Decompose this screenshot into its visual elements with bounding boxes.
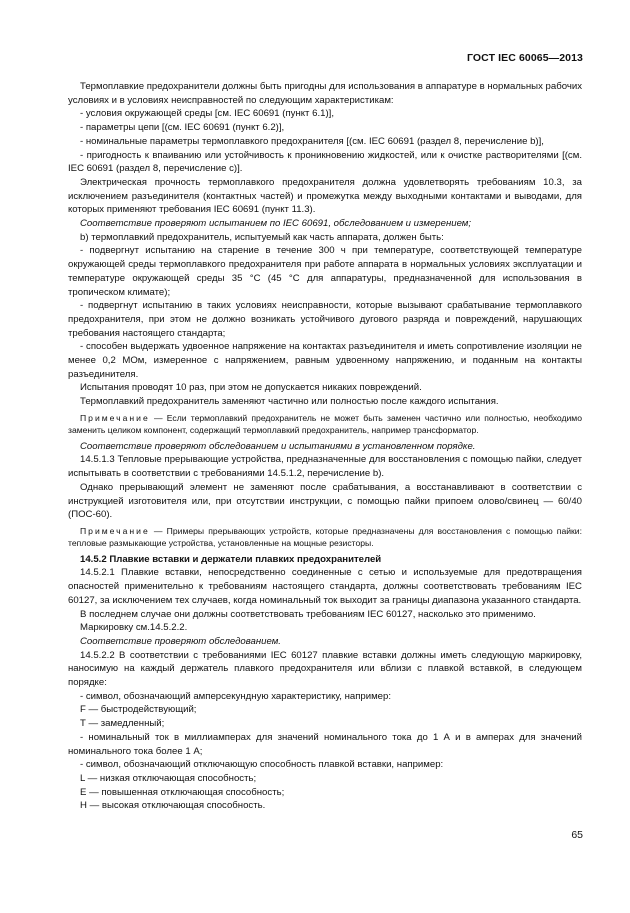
note-label: Примечание bbox=[80, 525, 150, 536]
paragraph: L — низкая отключающая способность; bbox=[80, 772, 257, 784]
paragraph: - способен выдержать удвоенное напряжение на контактах разъединителя и иметь сопротивление изоляции не менее 0,2 МОм, измеренное с напряжением, равным удвоенному напряжению, и поданным на контакты разъединителя. bbox=[68, 341, 582, 380]
paragraph: Соответствие проверяют обследованием и испытаниями в установленном порядке. bbox=[80, 440, 476, 452]
paragraph: Маркировку см.14.5.2.2. bbox=[80, 622, 188, 634]
paragraph: Е — повышенная отключающая способность; bbox=[80, 786, 285, 798]
paragraph: - пригодность к впаиванию или устойчивость к проникновению жидкостей, или к очистке растворителями [(см. IEC 60691 (раздел 8, перечисление с)]. bbox=[68, 149, 582, 175]
paragraph: Н — высокая отключающая способность. bbox=[80, 800, 266, 812]
paragraph: Электрическая прочность термоплавкого предохранителя должна удовлетворять требованиям 10.3, за исключением разъединителя (контактных частей) и промежутка между выходными контактами и выводами, для которых применяют требования IEC 60691 (пункт 11.3). bbox=[68, 176, 582, 216]
paragraph: 14.5.2.1 Плавкие вставки, непосредственно соединенные с сетью и используемые для предотвращения опасностей применительно к требованиям настоящего стандарта, должны соответствовать требованиям IEC 60127, за исключением тех случаев, когда номинальный ток выходит за границы диапазона указанного стандарта. bbox=[68, 567, 582, 606]
page-number: 65 bbox=[571, 829, 583, 841]
note-paragraph bbox=[68, 412, 582, 437]
paragraph: Термоплавкий предохранитель заменяют частично или полностью после каждого испытания. bbox=[80, 396, 499, 408]
note-text: — Примеры прерывающих устройств, которые предназначены для восстановления с помощью пайки: тепловые размыкающие устройства, установленные на мощные резисторы. bbox=[68, 525, 582, 549]
note-text: — Если термоплавкий предохранитель не может быть заменен частично или полностью, необходимо заменить целиком компонент, содержащий термоплавкий предохранитель, например трансформатор. bbox=[68, 412, 582, 436]
paragraph: Т — замедленный; bbox=[80, 718, 165, 730]
paragraph: - номинальные параметры термоплавкого предохранителя [(см. IEC 60691 (раздел 8, перечисление b)], bbox=[80, 135, 544, 147]
standard-header: ГОСТ IEC 60065—2013 bbox=[466, 52, 583, 64]
paragraph: В последнем случае они должны соответствовать требованиям IEC 60127, насколько это применимо. bbox=[80, 608, 536, 620]
paragraph: - символ, обозначающий амперсекундную характеристику, например: bbox=[80, 690, 392, 702]
paragraph: Однако прерывающий элемент не заменяют после срабатывания, а восстанавливают в соответствии с инструкцией изготовителя или, при отсутствии инструкции, с помощью пайки припоем олово/свинец — 60/40 (ПОС-60). bbox=[68, 481, 582, 521]
paragraph: - условия окружающей среды [см. IEC 60691 (пункт 6.1)], bbox=[80, 108, 334, 120]
paragraph: Термоплавкие предохранители должны быть пригодны для использования в аппаратуре в нормальных рабочих условиях и в условиях неисправностей по следующим характеристикам: bbox=[68, 81, 582, 106]
paragraph: - подвергнут испытанию на старение в течение 300 ч при температуре, соответствующей температуре окружающей среды термоплавкого предохранителя при работе аппарата в нормальных условиях эксплуатации и температуре окружающей среды 35 °С (45 °С для аппаратуры, предназначенной для использования в тропическом климате); bbox=[68, 245, 582, 298]
paragraph: Испытания проводят 10 раз, при этом не допускается никаких повреждений. bbox=[80, 382, 422, 394]
note-paragraph bbox=[68, 525, 582, 550]
note-label: Примечание bbox=[80, 412, 150, 423]
paragraph: 14.5.1.3 Тепловые прерывающие устройства, предназначенные для восстановления с помощью пайки, следует испытывать в соответствии с требованиями 14.5.1.2, перечисление b). bbox=[68, 454, 582, 480]
paragraph: 14.5.2.2 В соответствии с требованиями IEC 60127 плавкие вставки должны иметь следующую маркировку, наносимую на каждый держатель плавкого предохранителя или вблизи с плавкой вставкой, в следующем порядке: bbox=[68, 649, 582, 689]
paragraph: F — быстродействующий; bbox=[80, 704, 197, 716]
paragraph: b) термоплавкий предохранитель, испытуемый как часть аппарата, должен быть: bbox=[80, 231, 444, 243]
paragraph: - параметры цепи [(см. IEC 60691 (пункт 6.2)], bbox=[80, 122, 285, 134]
paragraph: - подвергнут испытанию в таких условиях неисправности, которые вызывают срабатывание термоплавкого предохранителя, при этом не должно возникать устойчивого дугового разряда и повреждений, нарушающих требования настоящего стандарта; bbox=[68, 300, 582, 339]
paragraph: Соответствие проверяют испытанием по IEC 60691, обследованием и измерением; bbox=[80, 218, 472, 230]
paragraph: Соответствие проверяют обследованием. bbox=[80, 635, 281, 647]
document-body bbox=[68, 80, 582, 813]
paragraph: - номинальный ток в миллиамперах для значений номинального тока до 1 А и в амперах для значений номинального тока более 1 А; bbox=[68, 731, 582, 757]
paragraph: - символ, обозначающий отключающую способность плавкой вставки, например: bbox=[80, 759, 444, 771]
section-heading: 14.5.2 Плавкие вставки и держатели плавких предохранителей bbox=[80, 553, 382, 565]
